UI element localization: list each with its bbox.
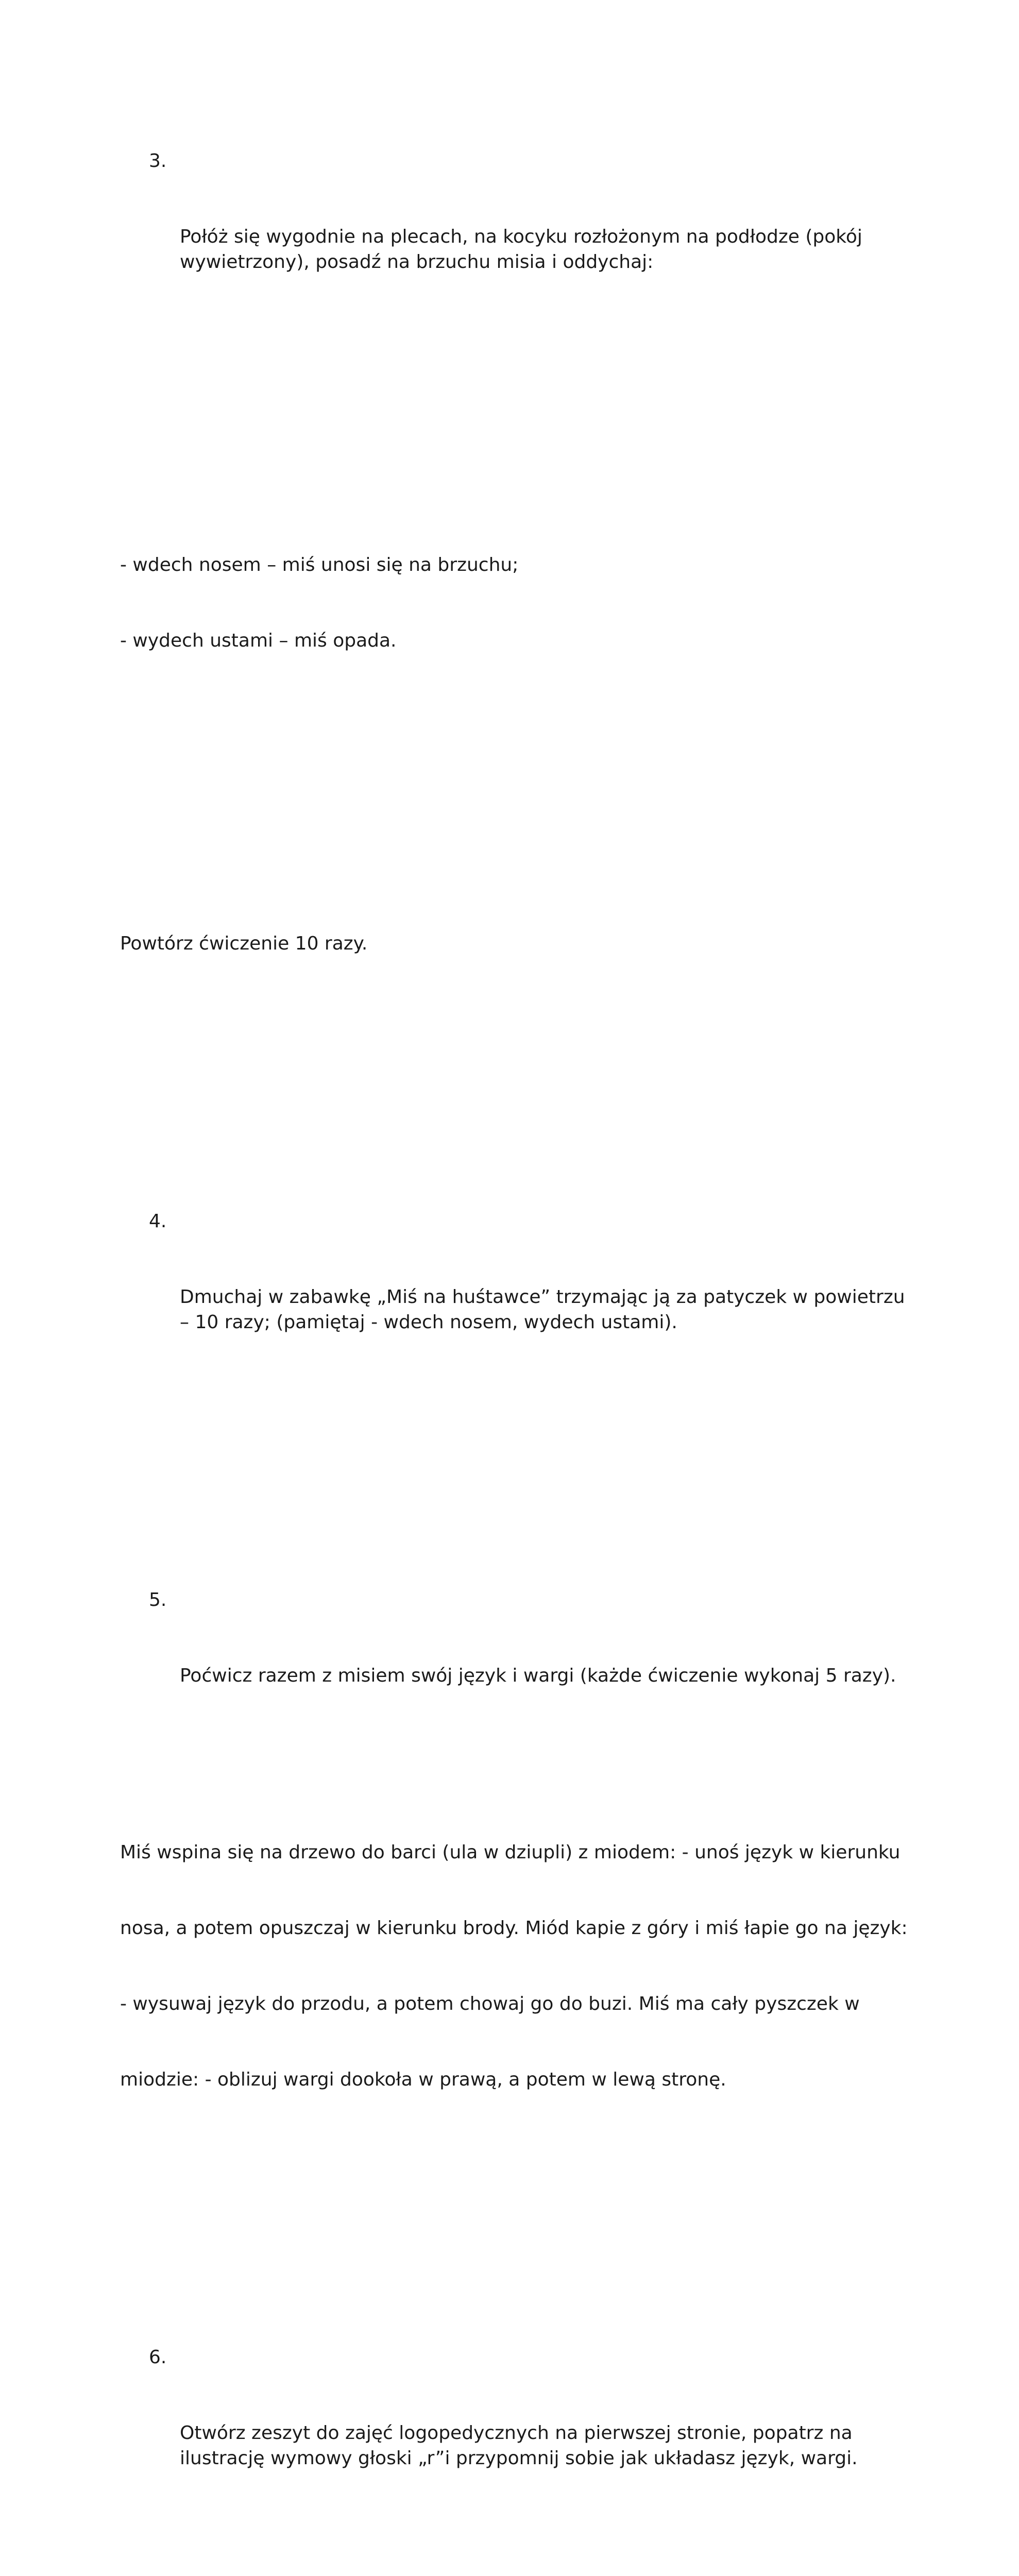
item-number: 4. <box>149 1211 167 1232</box>
paragraph-line: miodzie: - oblizuj wargi dookoła w prawą, a potem w lewą stronę. <box>120 2069 726 2090</box>
breathing-instructions <box>120 502 903 704</box>
item-number: 3. <box>149 150 167 172</box>
repeat-note: Powtórz ćwiczenie 10 razy. <box>120 933 368 954</box>
list-item-4 <box>120 1209 903 1385</box>
paragraph-line: Miś wspina się na drzewo do barci (ula w dziupli) z miodem: - unoś język w kierunku <box>120 1842 901 1863</box>
paragraph-line: nosa, a potem opuszczaj w kierunku brody. Miód kapie z góry i miś łapie go na język: <box>120 1918 908 1939</box>
item-5-continuation <box>120 1789 908 2143</box>
item-text-line: ilustrację wymowy głoski „r”i przypomnij sobie jak układasz język, wargi. <box>180 2448 858 2469</box>
paragraph-line: - wysuwaj język do przodu, a potem chowaj go do buzi. Miś ma cały pyszczek w <box>120 1993 860 2014</box>
item-number: 5. <box>149 1589 167 1611</box>
list-item-3 <box>120 148 903 325</box>
item-number: 6. <box>149 2347 167 2368</box>
document-body <box>120 47 908 2576</box>
list-item-6 <box>120 2345 903 2521</box>
item-text-line: Poćwicz razem z misiem swój język i wargi (każde ćwiczenie wykonaj 5 razy). <box>180 1665 896 1686</box>
item-text-line: Połóż się wygodnie na plecach, na kocyku rozłożonym na podłodze (pokój <box>180 226 862 247</box>
item-text-line: Dmuchaj w zabawkę „Miś na huśtawce” trzymając ją za patyczek w powietrzu <box>180 1286 905 1308</box>
instruction-line: - wdech nosem – miś unosi się na brzuchu; <box>120 554 519 575</box>
list-item-5 <box>120 1587 903 1739</box>
item-text-line: wywietrzony), posadź na brzuchu misia i oddychaj: <box>180 251 654 273</box>
item-text-line: – 10 razy; (pamiętaj - wdech nosem, wydech ustami). <box>180 1312 677 1333</box>
item-text-line: Otwórz zeszyt do zajęć logopedycznych na pierwszej stronie, popatrz na <box>180 2422 853 2444</box>
instruction-line: - wydech ustami – miś opada. <box>120 630 397 651</box>
